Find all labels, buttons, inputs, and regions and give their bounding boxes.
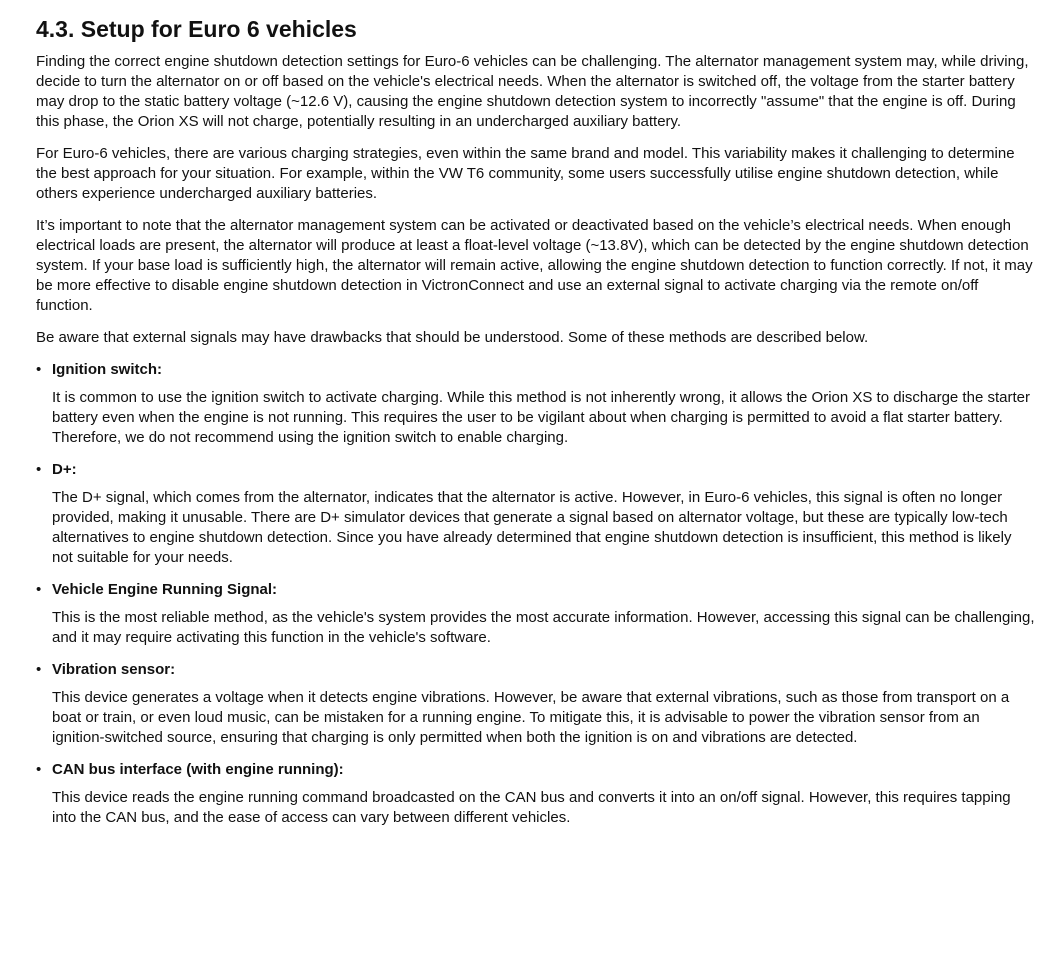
bullet-marker: • xyxy=(36,461,42,478)
list-item-vibration-sensor xyxy=(36,660,1036,748)
list-item-title: D+: xyxy=(52,461,77,478)
section-heading: 4.3. Setup for Euro 6 vehicles xyxy=(36,16,357,42)
list-item-d-plus xyxy=(36,460,1036,568)
list-item-can-bus-interface xyxy=(36,760,1036,828)
list-item-title: Vibration sensor: xyxy=(52,661,176,678)
list-item-engine-running-signal xyxy=(36,580,1036,648)
drawbacks-paragraph: Be aware that external signals may have drawbacks that should be understood. Some of these methods are described below. xyxy=(36,329,869,346)
bullet-marker: • xyxy=(36,581,42,598)
bullet-marker: • xyxy=(36,661,42,678)
list-item-title: CAN bus interface (with engine running): xyxy=(52,761,344,778)
list-item-body: This is the most reliable method, as the vehicle's system provides the most accurate information. However, accessing this signal can be challenging, and it may require activating this function in the vehicle's software. xyxy=(52,609,1035,646)
list-item-title: Vehicle Engine Running Signal: xyxy=(52,581,278,598)
alternator-paragraph: It’s important to note that the alternator management system can be activated or deactivated based on the vehicle’s electrical needs. When enough electrical loads are present, the alternator will produce at least a float-level voltage (~13.8V), which can be detected by the engine shutdown detection system. If your base load is sufficiently high, the alternator will remain active, allowing the engine shutdown detection to function correctly. If not, it may be more effective to disable engine shutdown detection in VictronConnect and use an external signal to activate charging via the remote on/off function. xyxy=(36,217,1033,314)
strategies-paragraph: For Euro-6 vehicles, there are various charging strategies, even within the same brand and model. This variability makes it challenging to determine the best approach for your situation. For example, within the VW T6 community, some users successfully utilise engine shutdown detection, while others experience undercharged auxiliary batteries. xyxy=(36,145,1015,202)
list-item-title: Ignition switch: xyxy=(52,361,162,378)
list-item-body: The D+ signal, which comes from the alternator, indicates that the alternator is active. However, in Euro-6 vehicles, this signal is often no longer provided, making it unusable. There are D+ simulator devices that generate a signal based on alternator voltage, but these are typically low-tech alternatives to engine shutdown detection. Since you have already determined that engine shutdown detection is insufficient, this method is likely not suitable for your needs. xyxy=(52,489,1012,566)
intro-paragraph: Finding the correct engine shutdown detection settings for Euro-6 vehicles can be challenging. The alternator management system may, while driving, decide to turn the alternator on or off based on the vehicle's electrical needs. When the alternator is switched off, the voltage from the starter battery may drop to the static battery voltage (~12.6 V), causing the engine shutdown detection system to incorrectly "assume" that the engine is off. During this phase, the Orion XS will not charge, potentially resulting in an undercharged auxiliary battery. xyxy=(36,53,1029,130)
methods-list xyxy=(36,360,1036,828)
list-item-body: It is common to use the ignition switch to activate charging. While this method is not inherently wrong, it allows the Orion XS to discharge the starter battery even when the engine is not running. This requires the user to be vigilant about when charging is permitted to avoid a flat starter battery. Therefore, we do not recommend using the ignition switch to enable charging. xyxy=(52,389,1030,446)
document-page xyxy=(36,14,1036,840)
list-item-body: This device generates a voltage when it detects engine vibrations. However, be aware that external vibrations, such as those from transport on a boat or train, or even loud music, can be mistaken for a running engine. To mitigate this, it is advisable to power the vibration sensor from an ignition-switched source, ensuring that charging is only permitted when both the ignition is on and vibrations are detected. xyxy=(52,689,1010,746)
bullet-marker: • xyxy=(36,761,42,778)
bullet-marker: • xyxy=(36,361,42,378)
list-item-ignition-switch xyxy=(36,360,1036,448)
list-item-body: This device reads the engine running command broadcasted on the CAN bus and converts it into an on/off signal. However, this requires tapping into the CAN bus, and the ease of access can vary between different vehicles. xyxy=(52,789,1011,826)
